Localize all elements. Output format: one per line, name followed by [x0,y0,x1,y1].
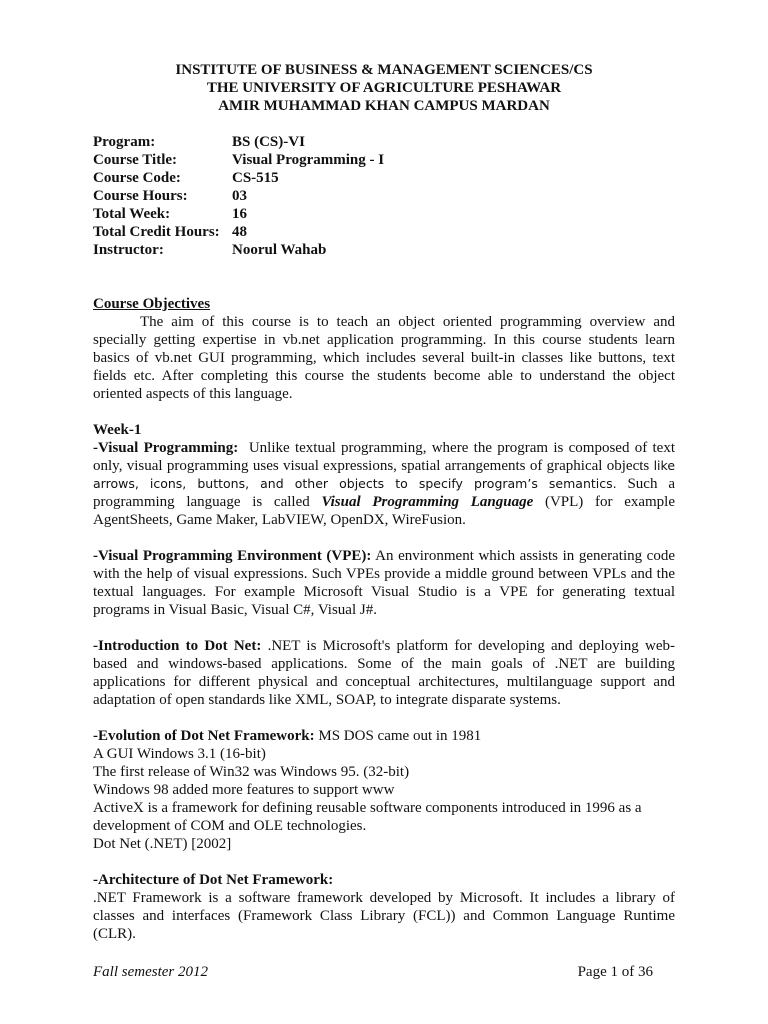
evolution-line: Windows 98 added more features to support www [93,782,395,798]
footer-semester: Fall semester 2012 [93,964,208,980]
info-label: Program: [93,134,156,150]
evolution-heading: -Evolution of Dot Net Framework: [93,728,315,744]
info-row-course-title [93,151,675,169]
vpe-text: An environment which assists in generating code with the help of visual expressions. Such VPEs provide a middle ground between VPLs and the textual languages. For example Microsoft Visual Studio is a VPE for generating textual programs in Visual Basic, Visual C#, Visual J#. [93,548,675,618]
info-label: Instructor: [93,242,164,258]
info-label: Course Title: [93,152,178,168]
info-label: Course Hours: [93,188,188,204]
evolution-line: A GUI Windows 3.1 (16-bit) [93,746,266,762]
vp-text-2: like arrows, icons, buttons, and other objects to specify program’s semantics. [93,458,676,491]
info-row-total-week [93,205,675,223]
spacer [93,709,675,727]
evolution-first: MS DOS came out in 1981 [318,728,482,744]
evolution-line: development of COM and OLE technologies. [93,818,367,834]
dotnet-intro-paragraph [93,637,675,709]
info-value: 16 [232,206,247,222]
info-label: Total Week: [93,206,171,222]
spacer [93,259,675,277]
evolution-line: The first release of Win32 was Windows 95. (32-bit) [93,764,410,780]
info-value: 03 [232,188,247,204]
header-line-2: THE UNIVERSITY OF AGRICULTURE PESHAWAR [206,80,562,96]
spacer [93,277,675,295]
info-row-course-hours [93,187,675,205]
info-row-course-code [93,169,675,187]
spacer [93,529,675,547]
week-title: Week-1 [93,422,142,438]
info-value: CS-515 [232,170,279,186]
institution-header [93,61,675,115]
architecture-heading: -Architecture of Dot Net Framework: [93,872,334,888]
visual-programming-heading: -Visual Programming: [93,440,239,456]
vp-text-3: Such a programming language is called [93,476,675,510]
header-line-3: AMIR MUHAMMAD KHAN CAMPUS MARDAN [218,98,550,114]
spacer [93,619,675,637]
architecture-paragraph: .NET Framework is a software framework developed by Microsoft. It includes a library of classes and interfaces (Framework Class Library (FCL)) and Common Language Runtime (CLR). [93,890,675,942]
info-row-program [93,133,675,151]
info-label: Course Code: [93,170,181,186]
course-info-table [93,133,675,259]
evolution-section [93,727,675,853]
info-row-credit-hours [93,223,675,241]
header-line-1: INSTITUTE OF BUSINESS & MANAGEMENT SCIENCES/CS [175,62,593,78]
info-value: Noorul Wahab [232,242,327,258]
page-footer [93,963,653,981]
vp-text-4: (VPL) for example AgentSheets, Game Maker, LabVIEW, OpenDX, WireFusion. [93,494,676,528]
spacer [93,853,675,871]
page-content [93,61,675,943]
footer-page-number: Page 1 of 36 [577,964,653,980]
evolution-line: ActiveX is a framework for defining reusable software components introduced in 1996 as a [93,800,642,816]
info-value: 48 [232,224,247,240]
vp-text-1: Unlike textual programming, where the program is composed of text only, visual programming uses visual expressions, spatial arrangements of graphical objects [93,440,676,474]
vpl-emphasis: Visual Programming Language [321,494,534,510]
evolution-first-line [93,727,675,745]
vpe-paragraph [93,547,675,619]
info-value: BS (CS)-VI [232,134,305,150]
evolution-line: Dot Net (.NET) [2002] [93,836,232,852]
vpe-heading: -Visual Programming Environment (VPE): [93,548,372,564]
objectives-paragraph: The aim of this course is to teach an object oriented programming overview and specially getting expertise in vb.net application programming. In this course students learn basics of vb.net GUI programming, which includes several built-in classes like buttons, text fields etc. After completing this course the students become able to understand the object oriented aspects of this language. [93,314,675,402]
info-label: Total Credit Hours: [93,224,220,240]
dotnet-intro-text: .NET is Microsoft's platform for developing and deploying web-based and windows-based applications. Some of the main goals of .NET are building applications for different physical and conceptual architectures, multilanguage support and adaptation of open standards like XML, SOAP, to integrate disparate systems. [93,638,675,708]
info-value: Visual Programming - I [232,152,385,168]
info-row-instructor [93,241,675,259]
spacer [93,403,675,421]
objectives-title: Course Objectives [93,296,211,312]
dotnet-intro-heading: -Introduction to Dot Net: [93,638,262,654]
visual-programming-paragraph [93,439,675,529]
